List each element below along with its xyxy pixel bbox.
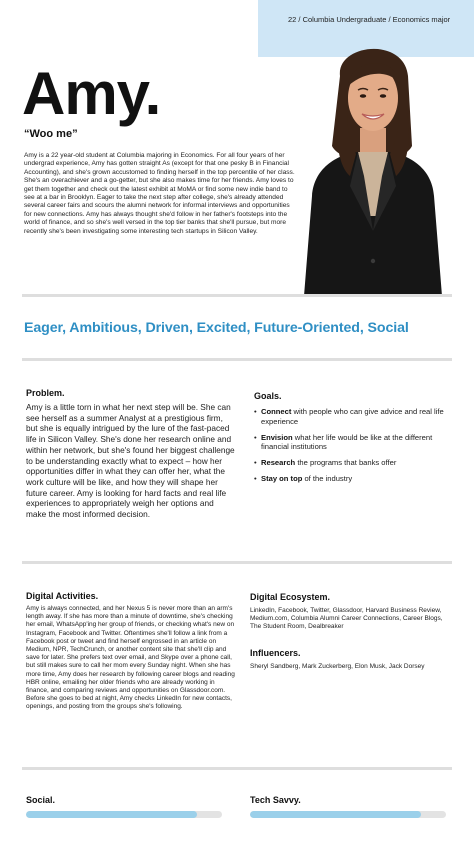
digital-ecosystem-title: Digital Ecosystem. (250, 592, 331, 602)
persona-tagline: 22 / Columbia Undergraduate / Economics major (288, 15, 451, 24)
goals-title: Goals. (254, 391, 282, 401)
divider (22, 561, 452, 564)
divider (22, 358, 452, 361)
digital-activities-text: Amy is always connected, and her Nexus 5 is never more than an arm's length away. If she has more than a minute of downtime, she's checking her email, WhatsApp'ing her group of friends, or checking what's new on Instagram, Facebook and Twitter. Oftentimes she'll follow a link from a Facebook post or tweet and find herself engrossed in an article on Medium, NPR, TechCrunch, or another content site that she'll clip and save for later. She prefers text over email, and Skype over a phone call, but still makes sure to call her mom every Sunday night. When she has more time, Amy does her research by following career blogs and reading HBR online, emailing her older friends who are already working in finance, and comparing reviews and opportunities on Glassdoor.com. Before she goes to bed at night, Amy checks LinkedIn for new contacts, openings, and posting from the groups she's following. (26, 605, 235, 711)
digital-activities-title: Digital Activities. (26, 591, 99, 601)
tech-savvy-meter (250, 811, 446, 818)
persona-quote: “Woo me” (24, 128, 78, 140)
problem-text: Amy is a little torn in what her next step will be. She can see herself as a summer Analyst at a prestigious firm, but she is equally intrigued by the lure of the fast-paced life in Silicon Valley. She's done her research online and within her network, but she's found her biggest challenge to be understanding exactly what to expect – how her opportunities differ in what they can offer her, what the work culture will be like, and how they will shape her future career. Amy is looking for hard facts and real life experiences to appropriately weigh her options and make the most informed decision. (26, 402, 235, 520)
divider (22, 294, 452, 297)
problem-title: Problem. (26, 388, 65, 398)
goal-item: • Envision what her life would be like at the different financial institutions (254, 433, 454, 453)
persona-photo (292, 36, 450, 296)
tech-savvy-label: Tech Savvy. (250, 795, 301, 805)
persona-bio: Amy is a 22 year-old student at Columbia majoring in Economics. For all four years of her undergrad experience, Amy has gotten straight As (except for that one pesky B in Financial Accounting), and she's grown accustomed to finding herself in the top percentile of her class. She's an overachiever and a go-getter, but she also makes time for her friends. Amy loves to get them together and check out the latest exhibit at MoMA or find some new indie band to see at a bar in Brooklyn. Eager to take the next step after college, she's already attended several career fairs and scours the alumni network for informal interviews and opportunities for new connections. Amy has always thought she'd follow in her father's footsteps into the world of finance, and so she's well versed in the top tier banks that she'll pursue, but more recently she's been investigating some interesting tech startups in Silicon Valley. (24, 152, 295, 235)
social-meter-fill (26, 811, 197, 818)
goals-list (254, 407, 454, 490)
goal-item: • Connect with people who can give advice and real life experience (254, 407, 454, 427)
social-meter (26, 811, 222, 818)
social-label: Social. (26, 795, 56, 805)
digital-ecosystem-text: LinkedIn, Facebook, Twitter, Glassdoor, Harvard Business Review, Medium.com, Columbia Alumni Career Connections, Career Blogs, The Student Room, Dealbreaker (250, 607, 443, 631)
tech-savvy-meter-fill (250, 811, 421, 818)
divider (22, 767, 452, 770)
traits-line: Eager, Ambitious, Driven, Excited, Future-Oriented, Social (24, 320, 409, 336)
goal-item: • Stay on top of the industry (254, 474, 454, 484)
goal-item: • Research the programs that banks offer (254, 458, 454, 468)
persona-name: Amy. (22, 60, 161, 127)
influencers-title: Influencers. (250, 648, 301, 658)
influencers-text: Sheryl Sandberg, Mark Zuckerberg, Elon Musk, Jack Dorsey (250, 663, 425, 670)
